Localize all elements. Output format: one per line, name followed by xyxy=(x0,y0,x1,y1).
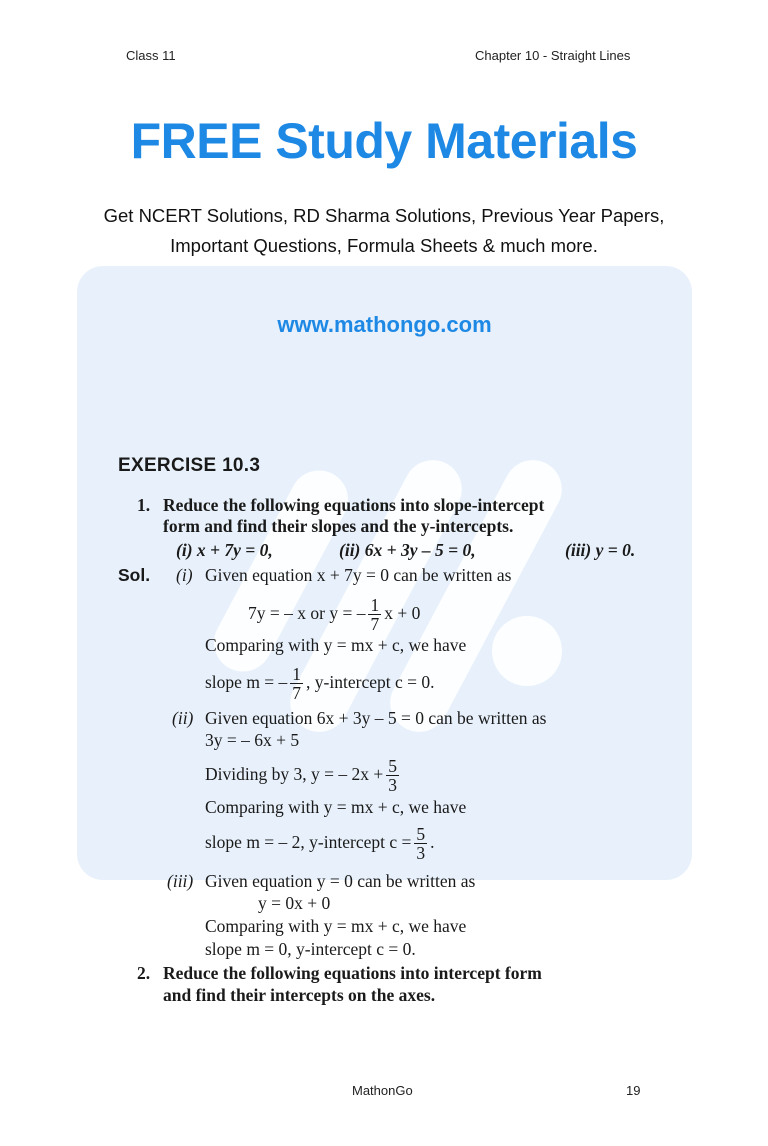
q1-part-i: (i) x + 7y = 0, xyxy=(176,540,273,560)
sol-i-eq-fraction xyxy=(368,596,381,634)
q1-part-ii: (ii) 6x + 3y – 5 = 0, xyxy=(339,540,476,560)
fraction-numerator: 5 xyxy=(416,824,426,844)
fraction-denominator: 3 xyxy=(416,843,426,864)
fraction-numerator: 1 xyxy=(370,595,380,615)
header-chapter: Chapter 10 - Straight Lines xyxy=(475,48,631,63)
sol-ii-slope xyxy=(205,825,434,863)
q1-line-1: Reduce the following equations into slope-intercept xyxy=(163,495,545,515)
sol-ii-slope-fraction xyxy=(414,825,427,863)
exercise-heading: EXERCISE 10.3 xyxy=(118,455,261,476)
fraction-denominator: 7 xyxy=(292,683,302,704)
sol-i-equation xyxy=(248,596,420,634)
q2-line-2: and find their intercepts on the axes. xyxy=(163,985,436,1005)
sol-iii-label: (iii) xyxy=(167,871,194,891)
sol-i-slope-fraction xyxy=(290,665,303,703)
sol-ii-label: (ii) xyxy=(172,708,194,728)
sol-i-slope-pre: slope m = – xyxy=(205,671,288,692)
fraction-denominator: 7 xyxy=(370,614,380,635)
website-link[interactable]: www.mathongo.com xyxy=(277,312,492,337)
sol-ii-line-2: 3y = – 6x + 5 xyxy=(205,730,300,750)
sol-ii-compare: Comparing with y = mx + c, we have xyxy=(205,797,467,817)
sol-ii-slope-post: . xyxy=(430,831,435,852)
q1-line-2: form and find their slopes and the y-intercepts. xyxy=(163,516,514,536)
q2-line-1: Reduce the following equations into intercept form xyxy=(163,963,542,983)
sol-ii-divide-fraction xyxy=(386,757,399,795)
banner-title: FREE Study Materials xyxy=(130,113,638,169)
footer-brand: MathonGo xyxy=(352,1083,413,1098)
sol-i-label: (i) xyxy=(176,565,193,585)
sol-i-eq-right: x + 0 xyxy=(384,602,421,623)
header-class: Class 11 xyxy=(126,48,176,63)
sol-i-eq-left: 7y = – x or y = – xyxy=(248,602,366,623)
sol-i-compare: Comparing with y = mx + c, we have xyxy=(205,635,467,655)
watermark-dot xyxy=(492,616,562,686)
sol-label: Sol. xyxy=(118,565,151,585)
fraction-numerator: 1 xyxy=(292,664,302,684)
sol-iii-slope: slope m = 0, y-intercept c = 0. xyxy=(205,939,416,959)
page-number: 19 xyxy=(626,1083,641,1098)
sol-iii-line-2: y = 0x + 0 xyxy=(258,893,331,913)
sol-i-slope-post: , y-intercept c = 0. xyxy=(306,671,435,692)
sol-i-line-1: Given equation x + 7y = 0 can be written as xyxy=(205,565,512,585)
sol-ii-divide xyxy=(205,757,402,795)
q1-part-iii: (iii) y = 0. xyxy=(565,540,636,560)
q2-number: 2. xyxy=(137,963,151,983)
sol-iii-compare: Comparing with y = mx + c, we have xyxy=(205,916,467,936)
sol-i-slope xyxy=(205,665,434,703)
sol-ii-divide-pre: Dividing by 3, y = – 2x + xyxy=(205,763,384,784)
sol-ii-slope-pre: slope m = – 2, y-intercept c = xyxy=(205,831,412,852)
banner-line-1: Get NCERT Solutions, RD Sharma Solutions, Previous Year Papers, xyxy=(103,205,665,226)
q1-number: 1. xyxy=(137,495,151,515)
sol-iii-line-1: Given equation y = 0 can be written as xyxy=(205,871,476,891)
banner-line-2: Important Questions, Formula Sheets & much more. xyxy=(170,235,598,256)
fraction-denominator: 3 xyxy=(388,775,397,796)
sol-ii-line-1: Given equation 6x + 3y – 5 = 0 can be written as xyxy=(205,708,547,728)
fraction-numerator: 5 xyxy=(388,756,397,776)
